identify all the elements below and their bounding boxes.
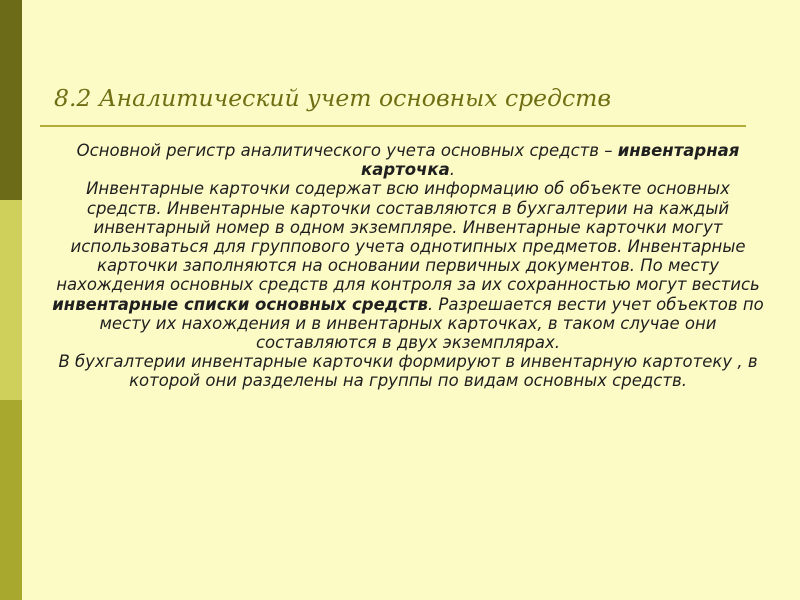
accent-bar-segment-top [0,0,22,200]
paragraph-text: . Разрешается вести учет объектов по месту их нахождения и в инвентарных карточках, в таком случае они составляются в двух экземплярах. [99,294,764,353]
bold-term-inventory-card: инвентарная карточка [361,141,740,180]
slide-body [48,141,768,391]
slide-title: 8.2 Аналитический учет основных средств [54,84,612,112]
accent-bar-segment-middle [0,200,22,400]
left-accent-bar [0,0,22,600]
paragraph-main-register [48,141,768,179]
title-underline [40,125,746,127]
bold-term-inventory-lists: инвентарные списки основных средств [52,294,428,314]
paragraph-inventory-cards [48,179,768,352]
paragraph-text: В бухгалтерии инвентарные карточки формируют в инвентарную картотеку , в которой они разделены на группы по видам основных средств. [58,352,758,391]
paragraph-text: . [449,160,455,180]
accent-bar-segment-bottom [0,400,22,600]
paragraph-text: Основной регистр аналитического учета основных средств – [76,141,618,160]
paragraph-text: Инвентарные карточки содержат всю информацию об объекте основных средств. Инвентарные карточки составляются в бухгалтерии на каждый инвентарный номер в одном экземпляре. Инвентарные карточки могут использоваться для группового учета однотипных предметов. Инвентарные карточки заполняются на основании первичных документов. По месту нахождения основных средств для контроля за их сохранностью могут вестись [56,179,760,295]
paragraph-card-file [48,352,768,390]
